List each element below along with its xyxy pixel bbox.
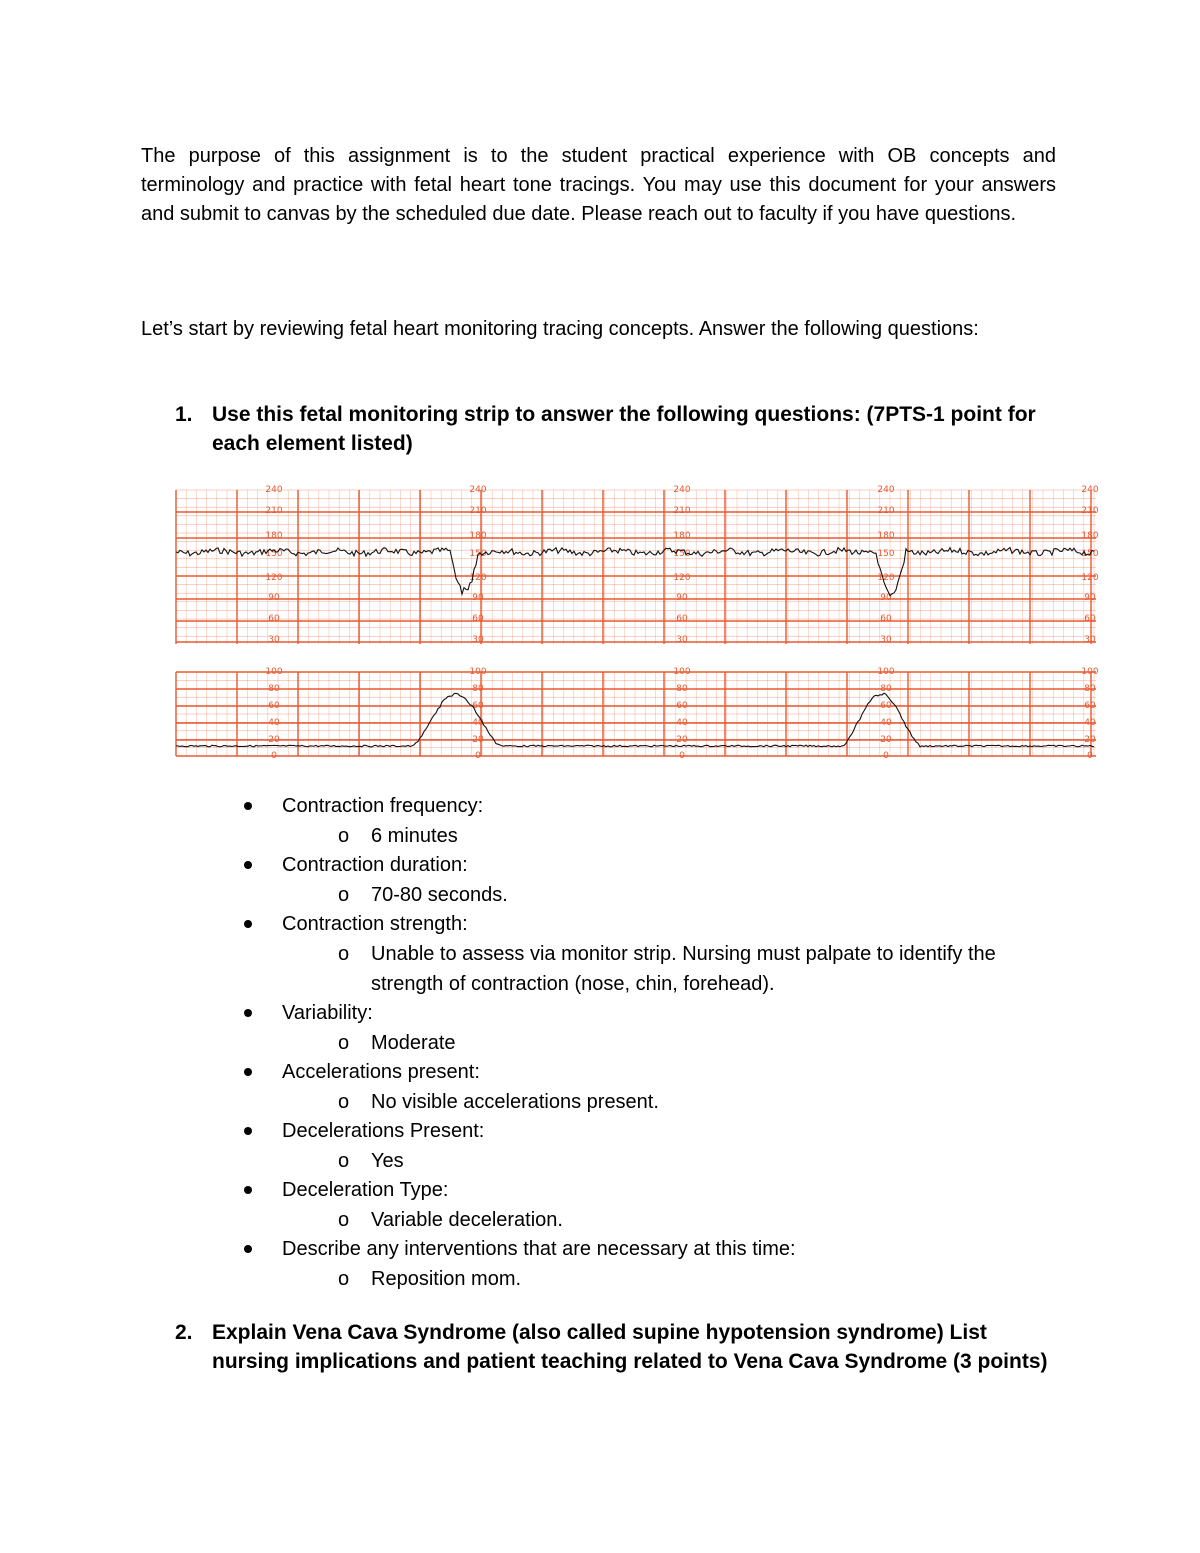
answer-text: Yes <box>371 1150 404 1172</box>
answer-item <box>244 1117 1064 1146</box>
bullet-icon <box>244 1009 252 1017</box>
fhr-scale-label: 90 <box>472 593 484 603</box>
uc-scale-label: 40 <box>268 718 280 728</box>
uc-scale-label: 0 <box>271 751 277 761</box>
fhr-scale-label: 150 <box>469 549 487 559</box>
uc-scale-label: 20 <box>1084 735 1096 745</box>
bullet-icon <box>244 1068 252 1076</box>
answer-response <box>244 1205 1064 1235</box>
sub-bullet-icon: o <box>338 943 350 965</box>
sub-bullet-icon: o <box>338 1032 350 1054</box>
fhr-scale-label: 90 <box>1084 593 1096 603</box>
sub-bullet-icon: o <box>338 1091 350 1113</box>
fhr-scale-label: 240 <box>1081 485 1099 495</box>
answer-item <box>244 999 1064 1028</box>
uc-scale-label: 80 <box>268 684 280 694</box>
answer-label: Contraction duration: <box>282 854 468 876</box>
answer-item <box>244 792 1064 821</box>
answer-label: Variability: <box>282 1002 373 1024</box>
bullet-icon <box>244 1245 252 1253</box>
answer-label: Contraction frequency: <box>282 795 484 817</box>
answer-item <box>244 910 1064 939</box>
bullet-icon <box>244 1127 252 1135</box>
uc-scale-label: 20 <box>268 735 280 745</box>
bullet-icon <box>244 861 252 869</box>
answer-response <box>244 821 1064 851</box>
fhr-scale-label: 180 <box>469 531 487 541</box>
uc-scale-label: 80 <box>676 684 688 694</box>
answer-label: Accelerations present: <box>282 1061 480 1083</box>
fhr-scale-label: 60 <box>268 614 280 624</box>
intro-instructions: Let’s start by reviewing fetal heart monitoring tracing concepts. Answer the following questions: <box>141 318 979 340</box>
uc-scale-label: 20 <box>880 735 892 745</box>
uc-scale-label: 100 <box>469 667 487 677</box>
fhr-scale-label: 150 <box>673 549 691 559</box>
question-number: 1. <box>175 403 193 426</box>
fhr-scale-label: 150 <box>265 549 283 559</box>
sub-bullet-icon: o <box>338 1150 350 1172</box>
uc-scale-label: 80 <box>880 684 892 694</box>
fhr-scale-label: 150 <box>1081 549 1099 559</box>
uc-scale-label: 20 <box>472 735 484 745</box>
fhr-scale-label: 150 <box>877 549 895 559</box>
fhr-scale-label: 90 <box>676 593 688 603</box>
intro-paragraph: The purpose of this assignment is to the student practical experience with OB concepts and terminology and practice with fetal heart tone tracings. You may use this document for your answers and submit to canvas by the scheduled due date. Please reach out to faculty if you have questions. <box>141 145 1056 225</box>
fhr-scale-label: 240 <box>265 485 283 495</box>
answer-label: Decelerations Present: <box>282 1120 485 1142</box>
fhr-scale-label: 60 <box>676 614 688 624</box>
uc-scale-label: 0 <box>1087 751 1093 761</box>
fhr-scale-label: 180 <box>265 531 283 541</box>
answer-text: 70-80 seconds. <box>371 884 508 906</box>
fhr-scale-label: 210 <box>877 506 895 516</box>
uc-scale-label: 80 <box>1084 684 1096 694</box>
answer-response <box>244 1028 1064 1058</box>
sub-bullet-icon: o <box>338 884 350 906</box>
uc-scale-label: 0 <box>679 751 685 761</box>
uc-scale-label: 20 <box>676 735 688 745</box>
answer-text: Reposition mom. <box>371 1268 522 1290</box>
fhr-scale-label: 180 <box>1081 531 1099 541</box>
uc-scale-label: 100 <box>265 667 283 677</box>
answer-response <box>244 1146 1064 1176</box>
fhr-scale-label: 60 <box>880 614 892 624</box>
uc-scale-label: 100 <box>877 667 895 677</box>
fhr-scale-label: 60 <box>1084 614 1096 624</box>
fhr-scale-label: 210 <box>673 506 691 516</box>
uc-scale-label: 80 <box>472 684 484 694</box>
uc-scale-label: 40 <box>472 718 484 728</box>
uc-scale-label: 60 <box>268 701 280 711</box>
uc-scale-label: 100 <box>1081 667 1099 677</box>
question-text: Explain Vena Cava Syndrome (also called supine hypotension syndrome) List nursing implications and patient teaching related to Vena Cava Syndrome (3 points) <box>212 1321 1048 1373</box>
question-2 <box>175 1318 1055 1376</box>
fhr-scale-label: 60 <box>472 614 484 624</box>
fhr-scale-label: 120 <box>469 573 487 583</box>
answer-response <box>244 880 1064 910</box>
answer-text: No visible accelerations present. <box>371 1091 659 1113</box>
uc-scale-label: 60 <box>880 701 892 711</box>
answer-item <box>244 1058 1064 1087</box>
uc-scale-label: 60 <box>1084 701 1096 711</box>
question-number: 2. <box>175 1321 193 1344</box>
fhr-scale-label: 120 <box>877 573 895 583</box>
answer-label: Deceleration Type: <box>282 1179 449 1201</box>
question-1 <box>175 400 1055 458</box>
bullet-icon <box>244 1186 252 1194</box>
fhr-scale-label: 30 <box>1084 635 1096 645</box>
answer-item <box>244 1235 1064 1264</box>
fetal-monitoring-strip <box>176 484 1099 761</box>
fhr-scale-label: 210 <box>469 506 487 516</box>
fhr-scale-label: 120 <box>265 573 283 583</box>
fhr-scale-label: 90 <box>880 593 892 603</box>
fhr-scale-label: 180 <box>673 531 691 541</box>
answer-text: Moderate <box>371 1032 456 1054</box>
fhr-scale-label: 210 <box>1081 506 1099 516</box>
fhr-scale-label: 240 <box>469 485 487 495</box>
fhr-scale-label: 30 <box>268 635 280 645</box>
answer-response <box>244 1087 1064 1117</box>
fhr-scale-label: 120 <box>1081 573 1099 583</box>
uc-scale-label: 40 <box>676 718 688 728</box>
sub-bullet-icon: o <box>338 825 350 847</box>
fhr-scale-label: 90 <box>268 593 280 603</box>
answer-item <box>244 851 1064 880</box>
answer-label: Contraction strength: <box>282 913 468 935</box>
uc-scale-label: 0 <box>883 751 889 761</box>
uc-scale-label: 60 <box>472 701 484 711</box>
fhr-scale-label: 30 <box>880 635 892 645</box>
fhr-scale-label: 180 <box>877 531 895 541</box>
uc-scale-label: 40 <box>880 718 892 728</box>
bullet-icon <box>244 802 252 810</box>
fhr-scale-label: 210 <box>265 506 283 516</box>
uc-scale-label: 60 <box>676 701 688 711</box>
answer-response <box>244 939 1064 999</box>
bullet-icon <box>244 920 252 928</box>
answer-list <box>244 792 1064 1294</box>
uc-scale-label: 100 <box>673 667 691 677</box>
fhr-scale-label: 30 <box>472 635 484 645</box>
answer-item <box>244 1176 1064 1205</box>
answer-response <box>244 1264 1064 1294</box>
fhr-scale-label: 240 <box>877 485 895 495</box>
uc-scale-label: 40 <box>1084 718 1096 728</box>
answer-text: Unable to assess via monitor strip. Nursing must palpate to identify the strength of contraction (nose, chin, forehead). <box>371 943 996 995</box>
answer-label: Describe any interventions that are necessary at this time: <box>282 1238 796 1260</box>
fhr-scale-label: 30 <box>676 635 688 645</box>
question-text: Use this fetal monitoring strip to answer the following questions: (7PTS-1 point for each element listed) <box>212 403 1036 455</box>
fhr-scale-label: 240 <box>673 485 691 495</box>
uc-scale-label: 0 <box>475 751 481 761</box>
fhr-scale-label: 120 <box>673 573 691 583</box>
sub-bullet-icon: o <box>338 1268 350 1290</box>
sub-bullet-icon: o <box>338 1209 350 1231</box>
answer-text: Variable deceleration. <box>371 1209 563 1231</box>
answer-text: 6 minutes <box>371 825 458 847</box>
